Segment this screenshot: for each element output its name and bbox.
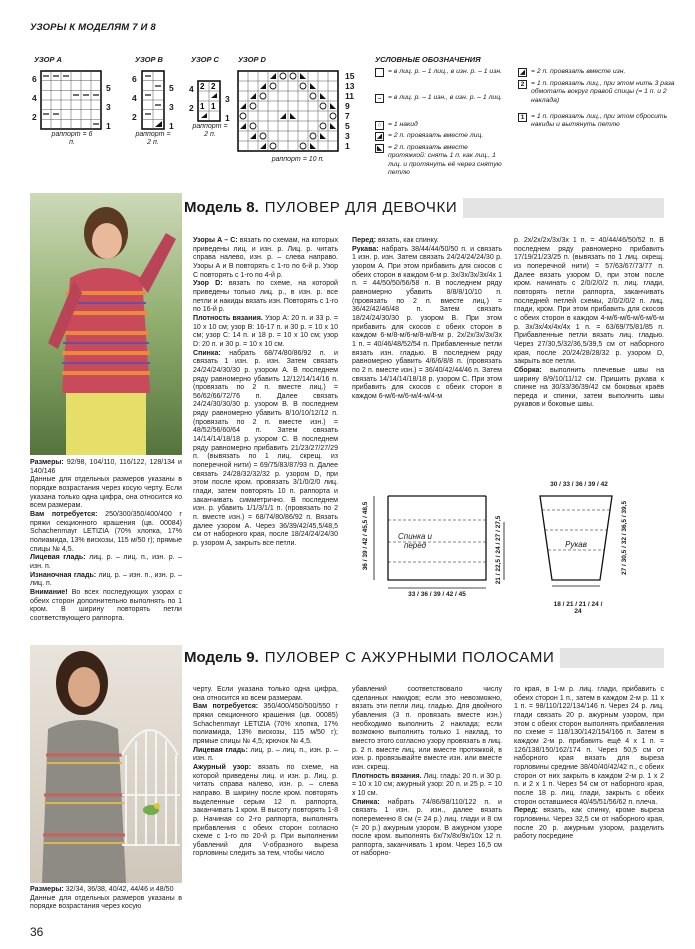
body-label: Спинка и перед [398,532,432,550]
pattern-b-rows: 6 4 2 [132,74,137,122]
ssk-icon: ◣ [377,145,382,152]
sleeve-height-label: 27 / 30,5 / 32 / 36,5 / 39,5 [621,493,629,583]
pattern-c-label: УЗОР С [191,55,219,64]
model8-photo [30,193,182,455]
pattern-c-rows: 4 2 [189,84,194,113]
pattern-d-chart [237,70,339,152]
page-number: 36 [30,925,44,939]
legend-item: ◣ = 2 п. провязать вместе протяжкой: снять 1 п. как лиц., 1 лиц. и протянуть её через снятую петлю [377,144,502,176]
svg-text:1: 1 [200,102,205,111]
model9-col3: убавлений соответствовало числу сделанных накидов; если это невозможно, вязать эти петли лиц. гладью. Для двойного убавления (3 п. провязать вместе изн.) необходимо выполнить 2 наклада; если возможно выполнить только 1 наклад, то вместо этого согласно узору провязать в лиц. р. 2 п. вместе лиц. или вместе протяжкой, в изн. р. провязывайте вместе изн. или вместе изн. скрещ. Плотность вязания. Лиц. гладь: 20 п. и 30 р. = 10 х 10 см; ажурный узор: 20 п. и 25 р. = 10 х 10 см. Спинка: набрать 74/86/98/110/122 п. и связать 1 изн. р. изн., далее вязать попеременно 8 см (= 24 р.) лиц. глади и 8 см (= 20 р.) ажурным узором. В ажурном узоре после кром. выполнять 6х/7х/8х/9х/10х 12 п. раппорта, заканчивать 1 кром. Через 16,5 см от наборно- [352,686,502,858]
pattern-b-repeat: раппорт = 2 п. [135,131,171,147]
pattern-b-rows-right: 5 3 1 [169,83,174,131]
title-bar [463,198,664,218]
pattern-d-label: УЗОР D [238,55,266,64]
sleeve-label: Рукав [565,540,587,549]
model8-title-band [184,196,664,220]
model8-title: ПУЛОВЕР ДЛЯ ДЕВОЧКИ [264,198,458,216]
pattern-c-rows-right: 3 1 [225,94,230,123]
pattern-a-chart [40,70,102,130]
model8-number: Модель 8. [184,198,259,216]
legend-item: = в лиц. р. – 1 лиц., в изн. р. – 1 изн. [375,68,505,77]
svg-text:1: 1 [211,102,216,111]
model9-col4: го края, в 1-м р. лиц. глади, прибавить с обеих сторон 1 п., затем в каждом 2-м р. 11 х 1 п. = 98/110/122/134/146 п. Через 24 р. лиц. глади связать 20 р. ажурным узором, при этом с обеих сторон выполнять прибавления по схеме = 118/130/142/154/166 п. Затем в каждом 2-м р. прибавить ещё 4 х 1 п. = 126/138/150/162/174 п. Через 50,5 см от наборного края вязать для выреза горловины средние 38/40/40/42/42 п., с обеих сторон от них закрыть в каждом 2-м р. 1 х 2 п. и 2 х 1 п. Через 54 см от наборного края, после 18 р. лиц. глади, закрыть с обеих сторон оставшиеся 40/45/51/56/62 п. плеча. Перед: вязать, как спинку, кроме выреза горловины. Через 32,5 см от наборного края, после 20 р. ажурным узором, разделить работу посредине [514,686,664,841]
knit-symbol-icon [375,68,384,77]
model8-col4: р. 2х/2х/2х/3х/3х 1 п. = 40/44/46/50/52 п. В последнем ряду равномерно прибавить 17/19/21/23/25 п. (вывязать по 1 лиц. скрещ. из поперечной нити) = 57/63/67/73/77 п. Далее вязать узором D, при этом после кром. начинать с 2/0/2/0/2 п. лиц. глади, повторять петли раппорта, заканчивать последней петлей схемы, 2/0/2/0/2 п. лиц. глади, кром. При этом прибавить для скосов с обеих сторон в каждом 4-м/6-м/6-м/6-м/6-м р. 3х/3х/4х/4х/4х 1 п. = 63/69/75/81/85 п. Прибавленные петли вязать лиц. гладью. Через 27/30,5/32/36,5/39,5 см от наборного края, после 20/24/28/28/32 р. узором D, закрыть все петли. Сборка: выполнить плечевые швы на ширину 8/9/10/11/12 см. Пришить рукава к спинке на 30/33/36/39/42 см боковых краёв переда и спинки, затем выполнить швы рукавов и боковые швы. [514,237,664,409]
model9-col2: черту. Если указана только одна цифра, она относится ко всем размерам. Вам потребуется: 350/400/450/500/550 г пряжи секционного крашения (цв. 00085) Schachenmayr LETIZIA (70% хлопка, 17% полиамида, 13% вискозы, 115 м/50 г); прямые спицы № 4,5; крючок № 4,5. Лицевая гладь: лиц. р. – лиц. п., изн. р. – изн. п. Ажурный узор: вязать по схеме, на которой приведены лиц. и изн. р. Лиц. р. читать справа налево, изн. р. – слева направо. В ширину после кром. повторять выделенные серым 12 п. раппорта, заканчивать 1 кром. В высоту повторять 1-8 р. Начиная со 2-го раппорта, выполнять прибавления с обеих сторон согласно схеме с 1-го по 20-й р. При выполнении убавлений для V-образного выреза горловины следить за тем, чтобы число [193,686,338,858]
k2tog-icon: ◢ [377,133,382,140]
model8-schematic [344,482,664,594]
legend-item: ○ = 1 накид [375,121,505,130]
pattern-a-rows-right: 5 3 1 [106,83,111,131]
girl-photo-illustration [30,193,182,455]
model9-title-band [184,646,664,670]
body-width-label: 33 / 36 / 39 / 42 / 45 [388,591,486,599]
model9-photo [30,645,182,883]
model8-col1: Размеры: 92/98, 104/110, 116/122, 128/134 и 140/146 Данные для отдельных размеров указаны в порядке возрастания через косую черту. Если указана только одна цифра, она относится ко всем размерам. Вам потребуется: 250/300/350/400/400 г пряжи секционного крашения (цв. 00084) Schachenmayr LETIZIA (70% хлопка, 17% полиамида, 13% вискозы, 115 м/50 г); прямые спицы № 4,5. Лицевая гладь: лиц. р. – лиц. п., изн. р. – изн. п. Изнаночная гладь: лиц. р. – изн. п., изн. р. – лиц. п. Внимание! Во всех последующих узорах с обеих сторон дополнительно выполнять по 1 кром. В ширину повторять петли соответствующего раппорта. [30,459,182,622]
legend-item: 2 = 1 п. провязать лиц., при этом нить 3 раза обмотать вокруг правой спицы (= 1 п. и 2 наклада) [518,80,678,105]
pattern-d-rows-right: 15 13 11 9 7 5 3 1 [345,71,355,151]
pattern-d-repeat: раппорт = 10 п. [271,156,325,163]
model9-number: Модель 9. [184,648,259,666]
model9-col1: Размеры: 32/34, 36/38, 40/42, 44/46 и 48/50 Данные для отдельных размеров указаны в порядке возрастания через косую [30,886,182,911]
p2tog-icon: ◢ [520,69,525,76]
pattern-a-repeat: раппорт = 6 п. [51,131,93,147]
legend [375,55,675,64]
legend-item: 1 = 1 п. провязать лиц., при этом сбросить накиды и вытянуть петлю [518,113,678,130]
page-header: УЗОРЫ К МОДЕЛЯМ 7 И 8 [30,22,156,33]
svg-text:2: 2 [200,82,205,91]
pattern-b-label: УЗОР В [135,55,163,64]
model8-col2: Узоры А – С: вязать по схемам, на которых приведены лиц. и изн. р. Лиц. р. читать справа налево, изн. р. – слева направо. Узоры А и В повторять с 1-го по 6-й р. Узор С повторять с 1-го по 4-й р. Узор D: вязать по схеме, на которой приведены только лиц. р., в изн. р. все петли и накиды вязать изн. Повторять с 1-го по 16-й р. Плотность вязания. Узор А: 20 п. и 33 р. = 10 х 10 см; узор В: 16-17 п. и 30 р. = 10 х 10 см; узор С: 14 п. и 18 р. = 10 х 10 см; узор D: 20 п. и 30 р. = 10 х 10 см. Спинка: набрать 68/74/80/86/92 п. и связать 1 изн. р. изн. Затем связать 24/24/24/30/30 р. узором А. В последнем ряду равномерно убавить 12/12/14/14/16 п. (провязать по 2 п. вместе лиц.) = 56/62/66/72/76 п. Далее связать 24/24/30/30/30 р. узором В. В последнем ряду равномерно убавить 8/10/10/12/12 п. (провязать по 2 п. вместе изн.) = 48/52/56/60/64 п. Затем связать 14/14/14/18/18 р. узором С. В последнем ряду равномерно прибавить 21/23/27/27/29 п. (вывязать по 1 лиц. скрещ. из поперечной нити) = 69/75/83/87/93 п. Далее связать 24/28/32/32/32 р. узором D, при этом после кром. провязать 3/1/0/2/0 лиц. глади, затем повторять 10 п. раппорта и заканчивать симметрично. В последнем изн. р. убавить 1/1/3/1/1 п. (провязать по 2 п. вместе изн.) = 68/74/80/86/92 п. Вязать далее узором А. Через 36/39/42/45,5/48,5 см от наборного края, после 18/24/24/24/30 р. узором А, закрыть все петли. [193,237,338,547]
model8-col3: Перед: вязать, как спинку. Рукава: набрать 38/44/44/50/50 п. и связать 1 изн. р. изн. Затем связать 24/24/24/24/30 р. узором А. При этом прибавить для скосов с обеих сторон в каждом 6-м р. 3х/3х/3х/3х/4х 1 п. = 44/50/50/56/58 п. В последнем ряду равномерно убавить 8/8/8/10/10 п. (провязать по 2 п. вместе лиц.) = 36/42/42/46/48 п. Затем связать 18/24/24/30/30 р. узором В. При этом прибавить для скосов с обеих сторон в каждом 6-м/8-м/6-м/8-м/8-м р. 2х/2х/3х/3х/3х 1 п. = 40/46/48/52/54 п. Прибавленные петли вязать изн. гладью. В последнем ряду равномерно убавить 4/6/6/8/8 п. (провязать по 2 п. вместе изн.) = 36/40/42/44/46 п. Затем связать 14/14/14/18/18 р. узором С. При этом прибавить для скосов с обеих сторон в каждом 6-м/6-м/6-м/4-м/4-м [352,237,502,400]
legend-title: УСЛОВНЫЕ ОБОЗНАЧЕНИЯ [375,55,481,64]
legend-item: ◢ = 2 п. провязать вместе изн. [520,68,626,76]
pattern-b-chart [141,70,165,130]
body-armhole-label: 21 / 22,5 / 24 / 27 / 27,5 [495,515,503,585]
legend-item: – = в лиц. р. – 1 изн., в изн. р. – 1 лиц. [375,94,505,103]
svg-text:2: 2 [211,82,216,91]
sleeve-top-label: 30 / 33 / 36 / 39 / 42 [536,481,622,489]
sleeve-bottom-label: 18 / 21 / 21 / 24 / 24 [553,601,603,616]
model9-title: ПУЛОВЕР С АЖУРНЫМИ ПОЛОСАМИ [264,648,555,666]
pattern-c-repeat: раппорт = 2 п. [192,123,228,139]
pattern-a-label: УЗОР А [34,55,62,64]
sleeve-outline [540,496,612,580]
yarn-over-icon: ○ [375,121,384,130]
pattern-a-rows: 6 4 2 [32,74,37,122]
purl-symbol-icon: – [375,94,384,103]
wrap-2-icon: 2 [518,80,527,89]
legend-item: ◢ = 2 п. провязать вместе лиц. [377,132,484,140]
title-bar [560,648,664,668]
woman-photo-illustration [30,645,182,883]
body-height-label: 36 / 39 / 42 / 45,5 / 48,5 [362,501,370,571]
pattern-c-chart [197,80,221,122]
drop-wrap-icon: 1 [518,113,527,122]
